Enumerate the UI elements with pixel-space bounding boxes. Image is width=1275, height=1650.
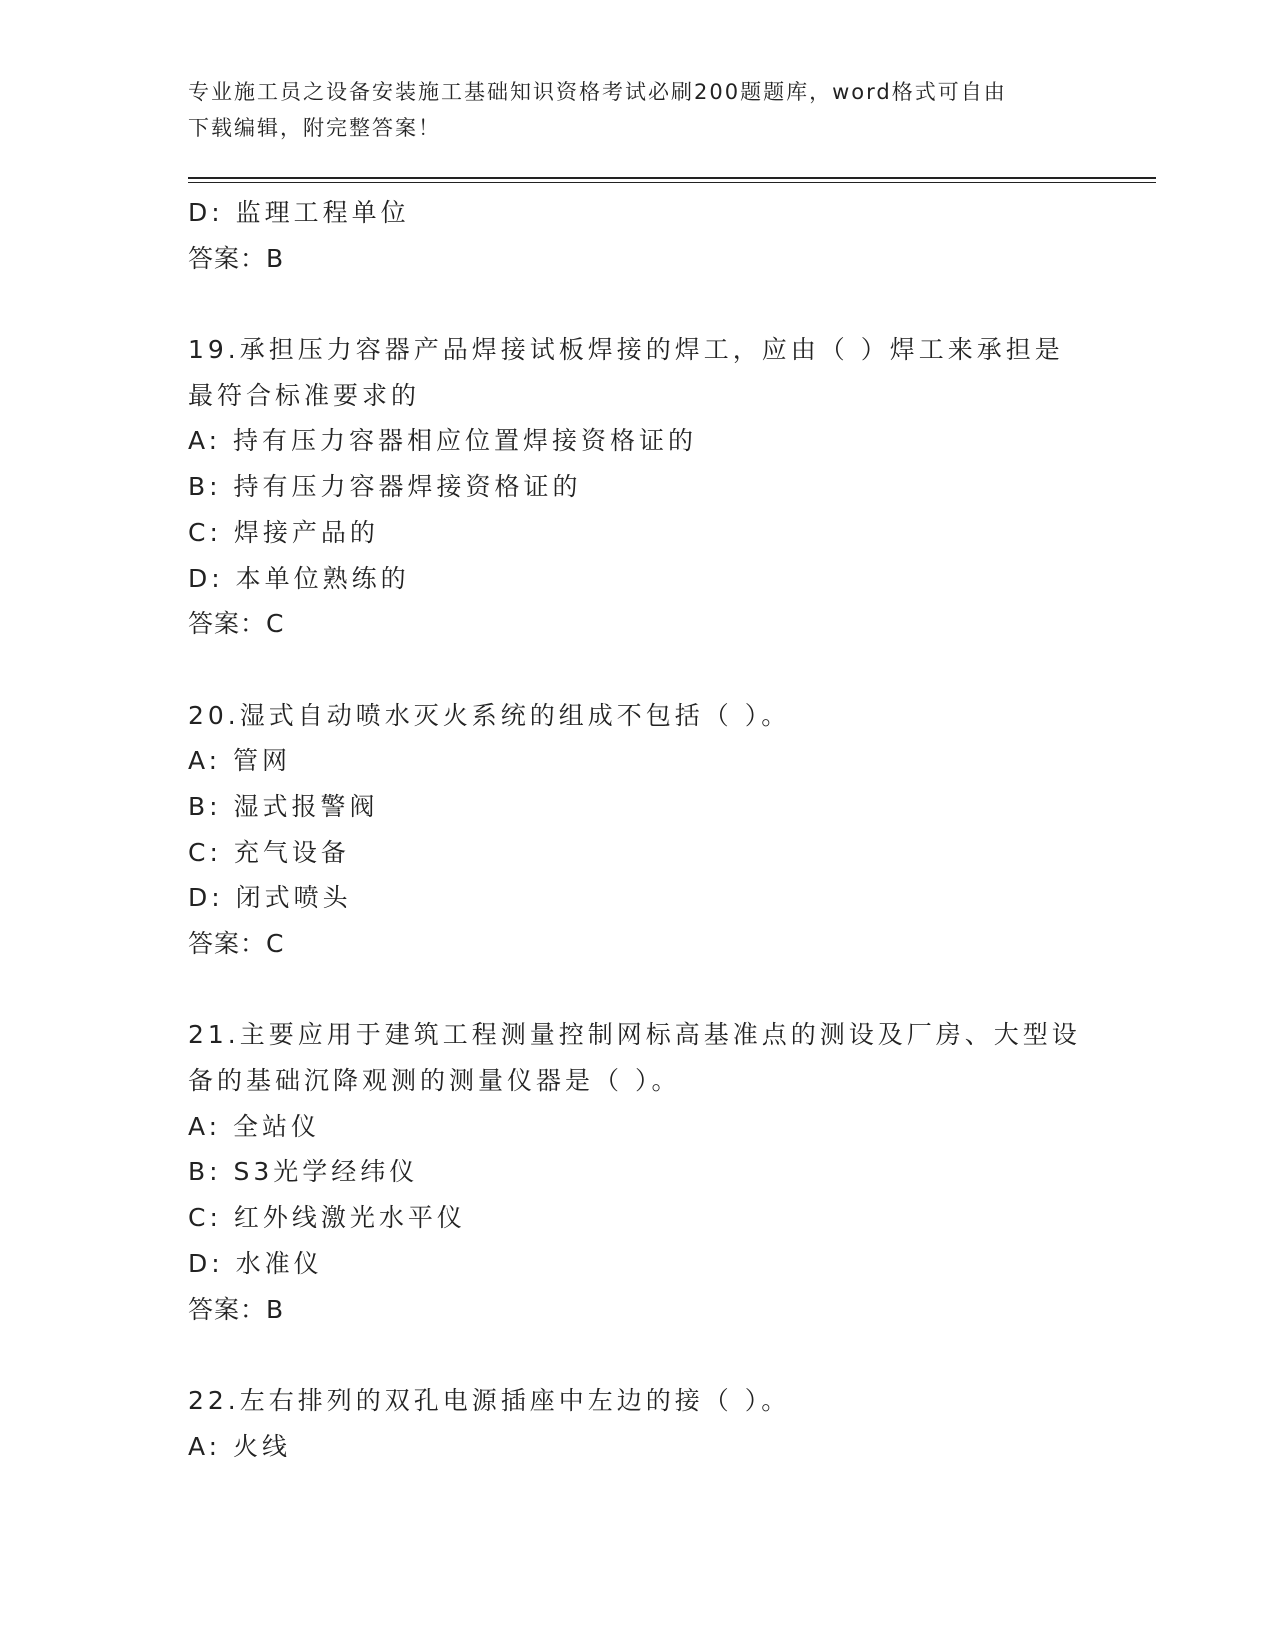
option-d: D: 本单位熟练的 <box>188 563 410 593</box>
option-d: D: 闭式喷头 <box>188 883 352 913</box>
question-text: 19.承担压力容器产品焊接试板焊接的焊工，应由（ ）焊工来承担是 <box>188 335 1064 365</box>
question-text: 20.湿式自动喷水灭火系统的组成不包括（ ）。 <box>188 700 791 730</box>
header-line-2: 下载编辑，附完整答案！ <box>188 116 441 140</box>
option-d: D: 水准仪 <box>188 1248 323 1278</box>
answer-line: 答案：B <box>188 1294 285 1324</box>
option-c: C: 充气设备 <box>188 837 350 867</box>
option-a: A: 持有压力容器相应位置焊接资格证的 <box>188 426 698 456</box>
option-b: B: S3光学经纬仪 <box>188 1157 419 1187</box>
option-a: A: 全站仪 <box>188 1111 321 1141</box>
question-text-cont: 备的基础沉降观测的测量仪器是（ ）。 <box>188 1066 681 1096</box>
option-b: B: 湿式报警阀 <box>188 791 379 821</box>
question-20 <box>188 693 1088 967</box>
answer-line: 答案：B <box>188 243 285 273</box>
header-line-1: 专业施工员之设备安装施工基础知识资格考试必刷200题题库，word格式可自由 <box>188 80 1007 104</box>
question-list <box>188 190 1088 1469</box>
option-c: C: 红外线激光水平仪 <box>188 1203 466 1233</box>
question-22 <box>188 1378 1088 1469</box>
option-b: B: 持有压力容器焊接资格证的 <box>188 472 582 502</box>
option-a: A: 管网 <box>188 746 292 776</box>
answer-line: 答案：C <box>188 929 285 958</box>
question-21 <box>188 1012 1088 1332</box>
option-d: D: 监理工程单位 <box>188 198 410 227</box>
answer-line: 答案：C <box>188 609 285 639</box>
option-a: A: 火线 <box>188 1431 292 1461</box>
header-divider-thin <box>188 182 1156 183</box>
question-19 <box>188 327 1088 647</box>
option-c: C: 焊接产品的 <box>188 517 379 547</box>
question-text-cont: 最符合标准要求的 <box>188 380 421 410</box>
question-text: 22.左右排列的双孔电源插座中左边的接（ ）。 <box>188 1385 791 1415</box>
document-header <box>188 74 1068 146</box>
header-divider-thick <box>188 177 1156 179</box>
question-text: 21.主要应用于建筑工程测量控制网标高基准点的测设及厂房、大型设 <box>188 1020 1081 1050</box>
